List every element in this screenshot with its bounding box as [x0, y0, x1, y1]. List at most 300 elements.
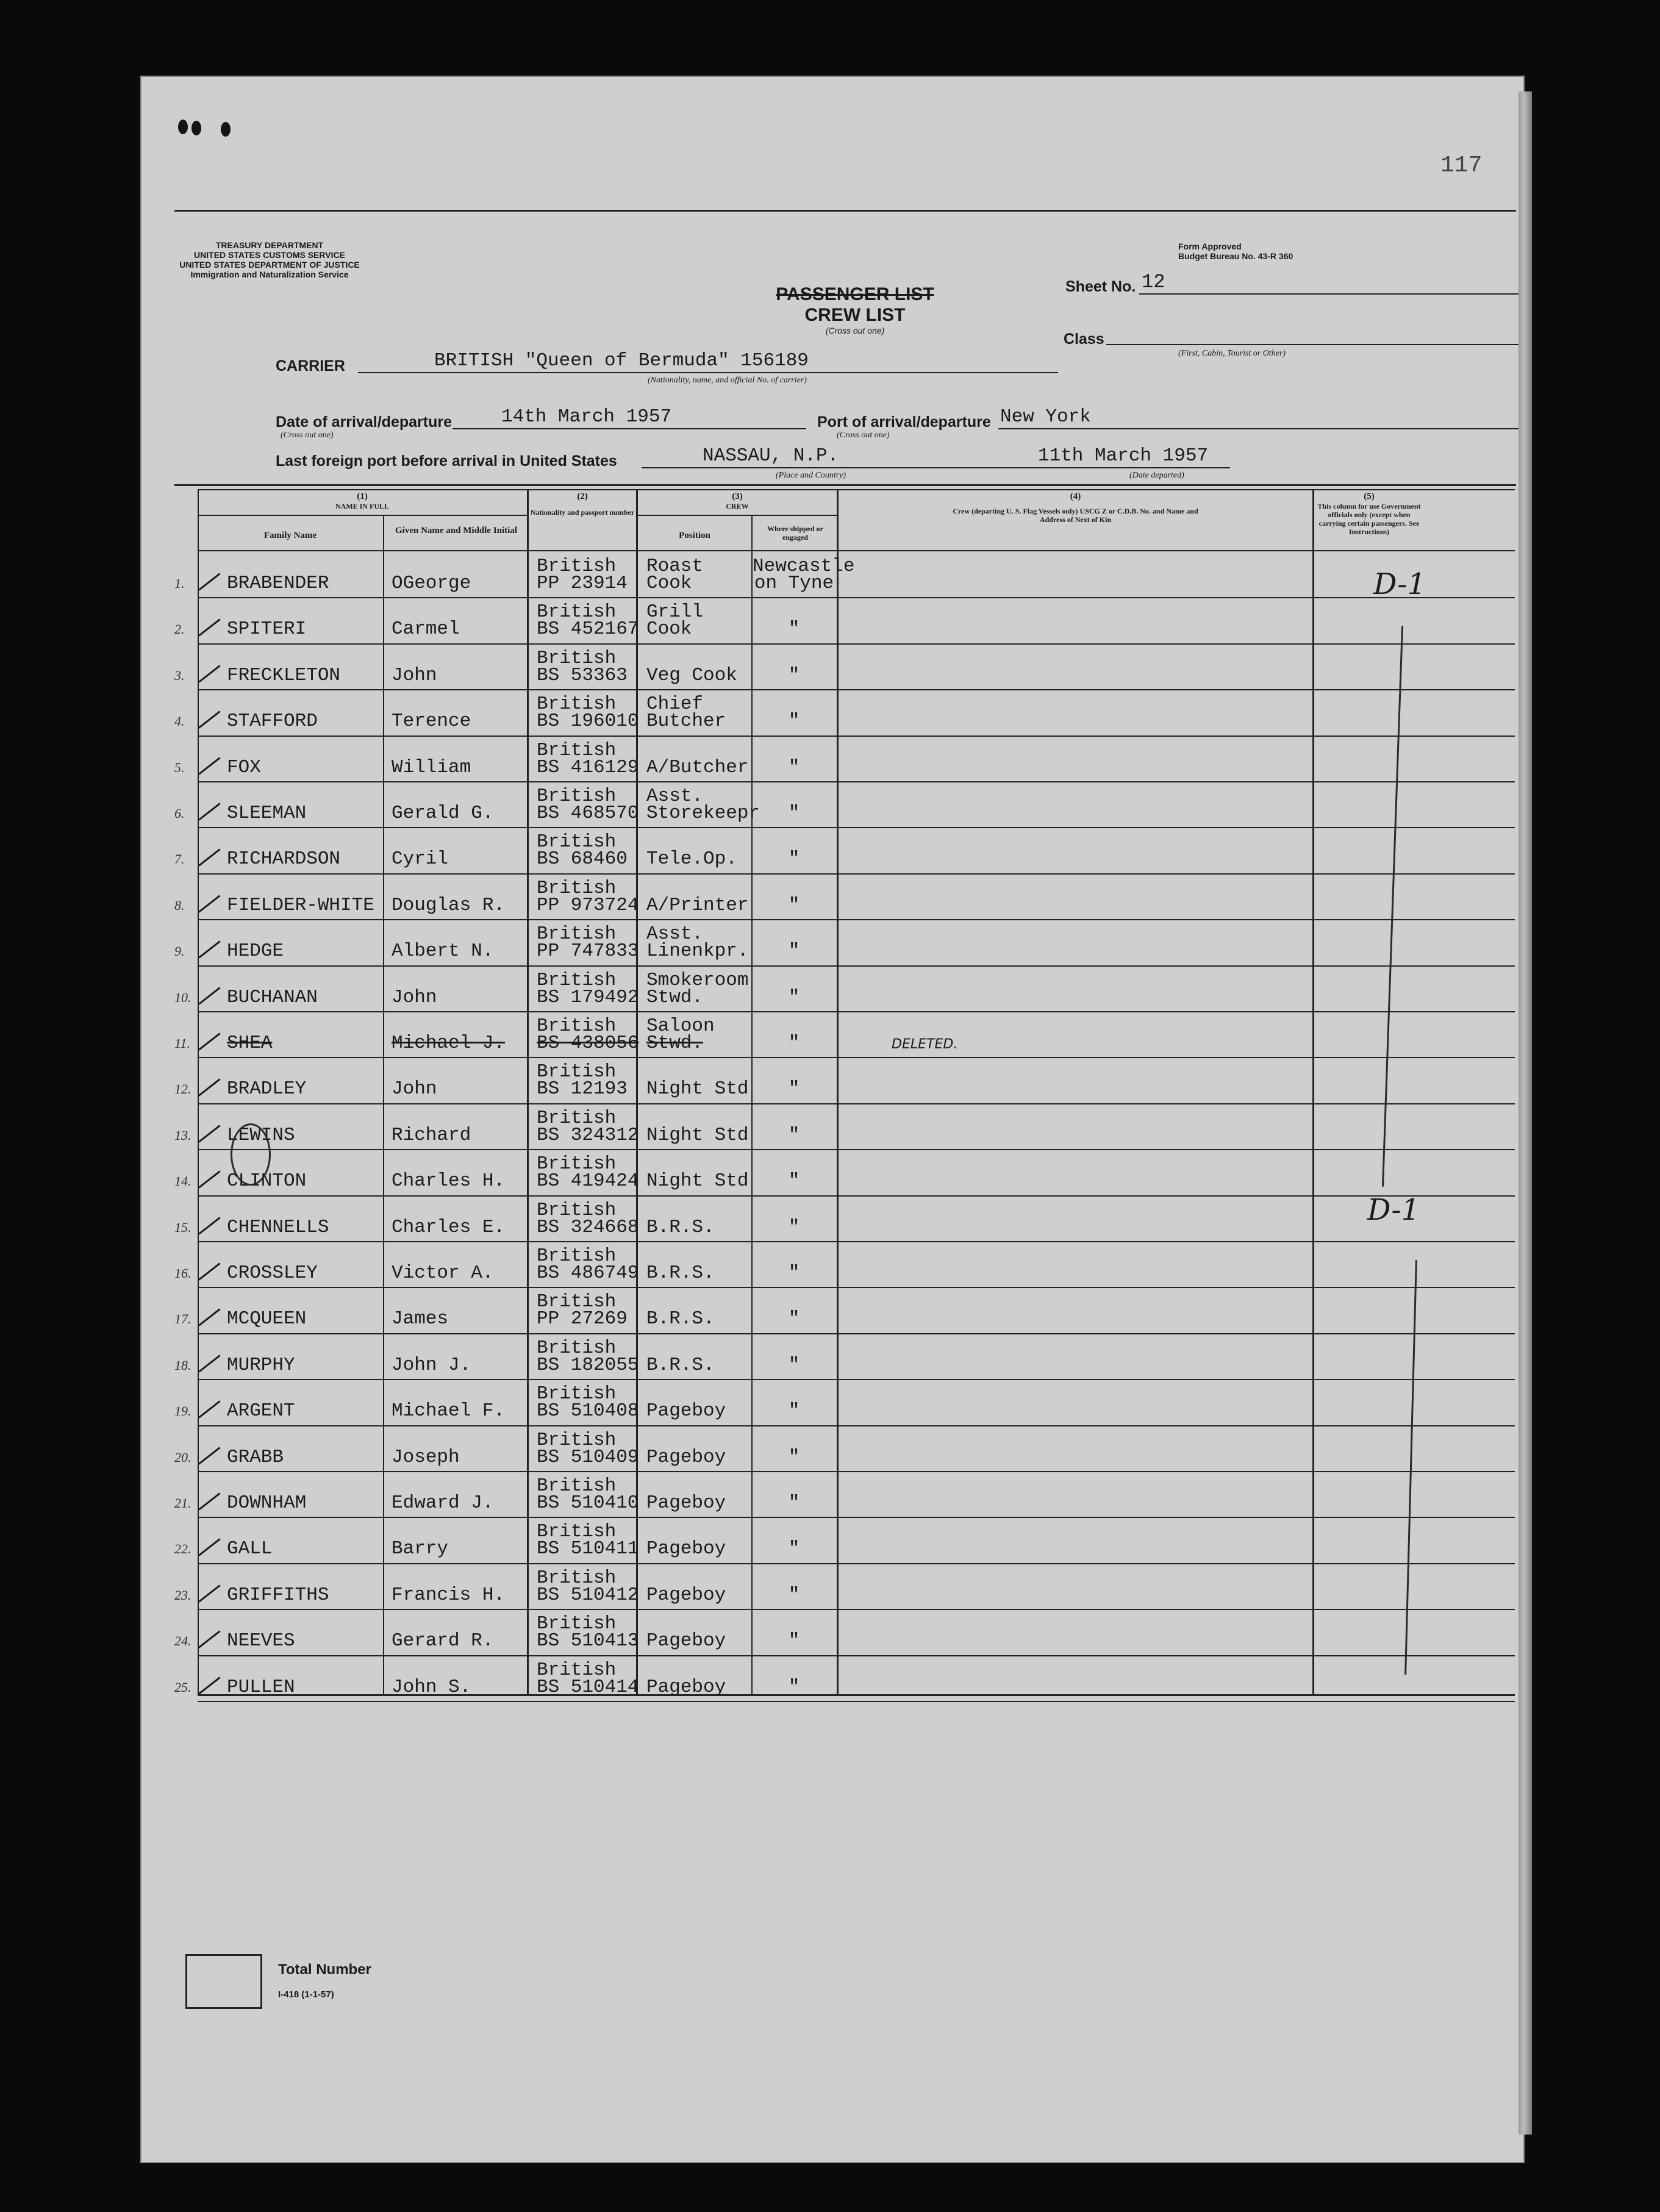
- where-engaged-line2: ": [788, 1078, 800, 1100]
- punch-hole: [191, 121, 201, 135]
- position-line1: Grill: [646, 601, 704, 623]
- col4-num: (4): [1070, 492, 1081, 501]
- col-line: [837, 489, 839, 1694]
- check-mark: [198, 573, 221, 590]
- row-number: 9.: [174, 943, 185, 959]
- header-subline: [636, 515, 837, 516]
- check-mark: [198, 1355, 221, 1372]
- col4-header: [839, 492, 1312, 524]
- row-separator: [198, 1149, 1515, 1150]
- handwritten-bracket-line: [1404, 1260, 1417, 1675]
- where-engaged-line2: ": [788, 803, 800, 824]
- check-mark: [198, 1584, 221, 1602]
- total-number-label: Total Number: [278, 1961, 371, 1978]
- handwritten-circle: [231, 1123, 271, 1186]
- col1-title: NAME IN FULL: [335, 502, 389, 510]
- nationality: British: [537, 1291, 617, 1313]
- check-mark: [198, 803, 221, 820]
- nationality: British: [537, 693, 617, 715]
- check-mark: [198, 1492, 221, 1510]
- given-name: Francis H.: [392, 1584, 506, 1606]
- title-note: (Cross out one): [825, 326, 885, 335]
- agency-line: Immigration and Naturalization Service: [190, 270, 349, 279]
- family-name: SLEEMAN: [227, 803, 307, 824]
- table-top-rule: [174, 484, 1516, 486]
- position-header: Position: [679, 531, 710, 540]
- check-mark: [198, 1630, 221, 1648]
- row-number: 8.: [174, 897, 185, 913]
- form-approved-line: Budget Bureau No. 43-R 360: [1178, 251, 1293, 261]
- given-name: Terence: [392, 710, 471, 732]
- position-line2: Night Std: [646, 1170, 749, 1192]
- port-underline: [998, 428, 1523, 429]
- passport-number: BS 12193: [537, 1078, 628, 1100]
- given-name: Charles H.: [392, 1170, 506, 1192]
- family-name: LEWINS: [227, 1124, 295, 1146]
- where-engaged-line2: ": [788, 1492, 800, 1514]
- col2-num: (2): [577, 492, 588, 501]
- row-number: 1.: [174, 576, 185, 591]
- given-name: Joseph: [392, 1446, 460, 1468]
- last-port-underline: [642, 467, 1056, 468]
- row-separator: [198, 781, 1515, 782]
- passport-number: BS 179492: [537, 986, 639, 1008]
- date-arrival-value: 14th March 1957: [501, 406, 672, 428]
- check-mark: [198, 1262, 221, 1280]
- given-name: John: [392, 664, 437, 686]
- where-engaged-line2: ": [788, 710, 800, 732]
- check-mark: [198, 1400, 221, 1418]
- passport-number: BS 510414: [537, 1676, 639, 1698]
- agency-line: TREASURY DEPARTMENT: [215, 240, 324, 250]
- family-name: GRIFFITHS: [227, 1584, 329, 1606]
- where-engaged-line2: ": [788, 1033, 800, 1054]
- where-engaged-line2: ": [788, 940, 800, 962]
- passport-number: BS 486749: [537, 1262, 639, 1284]
- port-label: Port of arrival/departure: [817, 413, 991, 431]
- where-engaged-line2: ": [788, 1354, 800, 1376]
- row-number: 13.: [174, 1127, 191, 1143]
- where-engaged-line2: ": [788, 986, 800, 1008]
- position-line2: Butcher: [646, 710, 726, 732]
- check-mark: [198, 987, 221, 1004]
- form-approved-line: Form Approved: [1178, 242, 1242, 251]
- page-number: 117: [1440, 152, 1483, 179]
- family-name-header: Family Name: [263, 531, 317, 540]
- passport-number: BS 182055: [537, 1354, 639, 1376]
- passport-number: BS 416129: [537, 756, 639, 778]
- position-line2: A/Printer: [646, 894, 749, 916]
- check-mark: [198, 1309, 221, 1326]
- position-line2: Pageboy: [646, 1538, 726, 1560]
- date-departed-underline: [1029, 467, 1230, 468]
- row-number: 21.: [174, 1495, 191, 1511]
- check-mark: [198, 895, 221, 912]
- where-engaged-line2: ": [788, 756, 800, 778]
- family-name: SHEA: [227, 1033, 273, 1054]
- given-name: William: [392, 756, 471, 778]
- position-line1: Smokeroom: [646, 969, 749, 991]
- position-line2: Cook: [646, 618, 692, 640]
- given-name: Carmel: [392, 618, 460, 640]
- passport-number: BS 510413: [537, 1630, 639, 1652]
- row-number: 23.: [174, 1587, 191, 1603]
- row-separator: [198, 873, 1515, 875]
- nationality: British: [537, 1567, 617, 1589]
- nationality: British: [537, 1429, 617, 1451]
- passport-number: PP 747833: [537, 940, 639, 962]
- where-engaged-line2: ": [788, 1630, 800, 1652]
- row-separator: [198, 1425, 1515, 1426]
- family-name: GALL: [227, 1538, 273, 1560]
- position-line2: Pageboy: [646, 1446, 726, 1468]
- col3-title: CREW: [726, 502, 749, 510]
- row-number: 18.: [174, 1357, 191, 1373]
- family-name: FOX: [227, 756, 261, 778]
- given-name: Michael F.: [392, 1400, 506, 1422]
- position-line2: Cook: [646, 573, 692, 594]
- family-name: RICHARDSON: [227, 848, 341, 870]
- check-mark: [198, 1447, 221, 1464]
- where-engaged-line2: ": [788, 1124, 800, 1146]
- agency-line: UNITED STATES CUSTOMS SERVICE: [194, 250, 345, 260]
- position-line2: Pageboy: [646, 1676, 726, 1698]
- carrier-note: (Nationality, name, and official No. of carrier): [648, 376, 807, 385]
- family-name: CLINTON: [227, 1170, 307, 1192]
- last-port-value: NASSAU, N.P.: [703, 445, 839, 467]
- where-engaged-line2: ": [788, 618, 800, 640]
- check-mark: [198, 757, 221, 775]
- check-mark: [198, 1125, 221, 1142]
- row-number: 11.: [174, 1036, 190, 1051]
- col3-header: [638, 492, 837, 510]
- passport-number: PP 27269: [537, 1308, 628, 1330]
- row-separator: [198, 689, 1515, 690]
- row-separator: [198, 1471, 1515, 1472]
- row-separator: [198, 1333, 1515, 1334]
- carrier-label: CARRIER: [276, 357, 345, 374]
- passport-number: BS 452167: [537, 618, 639, 640]
- passport-number: BS 53363: [537, 664, 628, 686]
- check-mark: [198, 1677, 221, 1694]
- table-top-rule-2: [198, 489, 1515, 490]
- row-number: 2.: [174, 621, 185, 637]
- nationality: British: [537, 556, 617, 577]
- check-mark: [198, 940, 221, 958]
- col1-num: (1): [357, 492, 368, 501]
- row-separator: [198, 736, 1515, 737]
- row-separator: [198, 1011, 1515, 1012]
- where-header: Where shipped or engaged: [767, 524, 823, 542]
- row-separator: [198, 1379, 1515, 1380]
- position-line2: B.R.S.: [646, 1354, 715, 1376]
- col2-title: Nationality and passport number: [530, 508, 635, 517]
- date-departed-note: (Date departed): [1129, 471, 1184, 480]
- deleted-annotation: DELETED.: [892, 1037, 958, 1052]
- col5-num: (5): [1364, 492, 1375, 501]
- row-number: 25.: [174, 1679, 191, 1695]
- date-arrival-label: Date of arrival/departure: [276, 413, 452, 431]
- position-line2: Pageboy: [646, 1492, 726, 1514]
- passport-number: BS 510411: [537, 1538, 639, 1560]
- position-line2: B.R.S.: [646, 1216, 715, 1238]
- given-name: OGeorge: [392, 573, 471, 594]
- row-separator: [198, 1609, 1515, 1610]
- check-mark: [198, 665, 221, 682]
- position-line2: B.R.S.: [646, 1262, 715, 1284]
- handwritten-d1-mid: D-1: [1367, 1193, 1420, 1227]
- check-mark: [198, 619, 221, 637]
- family-name: ARGENT: [227, 1400, 295, 1422]
- carrier-value: BRITISH "Queen of Bermuda" 156189: [434, 350, 809, 371]
- where-engaged-line2: ": [788, 1400, 800, 1422]
- col-line: [198, 489, 199, 1694]
- col4-title: Crew (departing U. S. Flag Vessels only) USCG Z or C.D.B. No. and Name and Address of Next of Kin: [953, 507, 1198, 524]
- row-separator: [198, 919, 1515, 920]
- position-line2: Night Std: [646, 1124, 749, 1146]
- where-engaged-line2: ": [788, 894, 800, 916]
- where-engaged-line2: on Tyne: [754, 573, 834, 594]
- sheet-underline: [1139, 293, 1523, 295]
- family-name: BRADLEY: [227, 1078, 307, 1100]
- where-engaged-line2: ": [788, 1216, 800, 1238]
- where-engaged-line2: ": [788, 1308, 800, 1330]
- given-name: Douglas R.: [392, 894, 506, 916]
- given-name-header: Given Name and Middle Initial: [395, 526, 518, 535]
- punch-hole: [221, 122, 231, 137]
- sheet-number: 12: [1142, 271, 1165, 293]
- position-line2: Pageboy: [646, 1584, 726, 1606]
- col2-header: [529, 492, 636, 517]
- given-name: Albert N.: [392, 940, 494, 962]
- family-name: DOWNHAM: [227, 1492, 307, 1514]
- row-number: 10.: [174, 989, 191, 1005]
- position-line2: B.R.S.: [646, 1308, 715, 1330]
- row-separator: [198, 1517, 1515, 1518]
- nationality: British: [537, 1475, 617, 1497]
- check-mark: [198, 1033, 221, 1050]
- row-separator: [198, 965, 1515, 967]
- nationality: British: [537, 1245, 617, 1267]
- position-line2: Pageboy: [646, 1400, 726, 1422]
- nationality: British: [537, 923, 617, 945]
- nationality: British: [537, 1521, 617, 1543]
- paper-edge: [1519, 91, 1532, 2135]
- nationality: British: [537, 601, 617, 623]
- position-line1: Chief: [646, 693, 704, 715]
- given-name: John S.: [392, 1676, 471, 1698]
- carrier-underline: [358, 372, 1058, 373]
- family-name: BRABENDER: [227, 573, 329, 594]
- family-name: CROSSLEY: [227, 1262, 318, 1284]
- row-number: 4.: [174, 714, 185, 729]
- given-name: John J.: [392, 1354, 471, 1376]
- passport-number: BS 510412: [537, 1584, 639, 1606]
- row-separator: [198, 1655, 1515, 1656]
- position-line1: Asst.: [646, 923, 704, 945]
- agency-block: [178, 240, 361, 279]
- check-mark: [198, 849, 221, 867]
- passport-number: BS 510408: [537, 1400, 639, 1422]
- nationality: British: [537, 1199, 617, 1221]
- position-line2: Veg Cook: [646, 664, 737, 686]
- position-line1: Roast: [646, 556, 704, 577]
- position-line2: Stwd.: [646, 1033, 704, 1054]
- sheet-label: Sheet No.: [1065, 278, 1136, 295]
- position-line2: Stwd.: [646, 986, 704, 1008]
- position-line2: Tele.Op.: [646, 848, 737, 870]
- row-number: 7.: [174, 851, 185, 867]
- row-separator: [198, 643, 1515, 645]
- where-engaged-line2: ": [788, 1446, 800, 1468]
- nationality: British: [537, 739, 617, 761]
- row-separator: [198, 597, 1515, 598]
- given-name: John: [392, 1078, 437, 1100]
- passport-number: BS 510410: [537, 1492, 639, 1514]
- row-separator: [198, 1103, 1515, 1104]
- given-name: John: [392, 986, 437, 1008]
- form-approved: [1178, 242, 1293, 261]
- col-line: [527, 489, 529, 1694]
- document-page: [141, 77, 1523, 2162]
- date-departed-value: 11th March 1957: [1038, 445, 1209, 467]
- given-name: Barry: [392, 1538, 449, 1560]
- passport-number: BS 438056: [537, 1033, 639, 1054]
- date-underline: [453, 428, 806, 429]
- family-name: BUCHANAN: [227, 986, 318, 1008]
- family-name: GRABB: [227, 1446, 284, 1468]
- col3-num: (3): [732, 492, 743, 501]
- row-number: 24.: [174, 1633, 191, 1649]
- passport-number: BS 196010: [537, 710, 639, 732]
- nationality: British: [537, 1337, 617, 1359]
- family-name: FRECKLETON: [227, 664, 341, 686]
- where-engaged-line2: ": [788, 664, 800, 686]
- last-port-label: Last foreign port before arrival in United States: [276, 453, 617, 470]
- header-bottom-rule: [198, 550, 1515, 551]
- passenger-list-title: PASSENGER LIST: [776, 284, 934, 304]
- handwritten-d1-top: D-1: [1373, 567, 1426, 601]
- top-rule: [174, 210, 1516, 212]
- check-mark: [198, 1539, 221, 1556]
- class-note: (First, Cabin, Tourist or Other): [1178, 349, 1286, 358]
- family-name: PULLEN: [227, 1676, 295, 1698]
- agency-line: UNITED STATES DEPARTMENT OF JUSTICE: [179, 260, 360, 270]
- row-separator: [198, 1241, 1515, 1242]
- row-number: 14.: [174, 1173, 191, 1189]
- family-name: STAFFORD: [227, 710, 318, 732]
- given-name: Cyril: [392, 848, 449, 870]
- row-number: 12.: [174, 1081, 191, 1097]
- row-separator: [198, 1701, 1515, 1702]
- position-line2: Linenkpr.: [646, 940, 749, 962]
- check-mark: [198, 1217, 221, 1234]
- row-separator: [198, 1195, 1515, 1197]
- given-name: James: [392, 1308, 449, 1330]
- row-separator: [198, 1057, 1515, 1058]
- nationality: British: [537, 831, 617, 853]
- where-engaged-line2: ": [788, 848, 800, 870]
- position-line2: A/Butcher: [646, 756, 749, 778]
- position-line2: Night Std: [646, 1078, 749, 1100]
- where-engaged-line2: ": [788, 1170, 800, 1192]
- col-line: [1312, 489, 1314, 1694]
- check-mark: [198, 1079, 221, 1097]
- port-value: New York: [1000, 406, 1091, 428]
- col1-header: [198, 492, 527, 510]
- total-number-box: [185, 1954, 262, 2009]
- list-title: [751, 284, 959, 335]
- where-engaged-line2: ": [788, 1676, 800, 1698]
- where-engaged-line2: ": [788, 1584, 800, 1606]
- header-subline: [198, 515, 527, 516]
- row-number: 22.: [174, 1541, 191, 1557]
- where-engaged-line2: ": [788, 1262, 800, 1284]
- row-number: 17.: [174, 1311, 191, 1327]
- row-number: 15.: [174, 1219, 191, 1235]
- family-name: SPITERI: [227, 618, 307, 640]
- date-arrival-note: (Cross out one): [281, 431, 334, 440]
- where-engaged-line2: ": [788, 1538, 800, 1560]
- given-name: Edward J.: [392, 1492, 494, 1514]
- row-number: 16.: [174, 1265, 191, 1281]
- row-separator: [198, 827, 1515, 828]
- nationality: British: [537, 1659, 617, 1681]
- row-number: 3.: [174, 667, 185, 683]
- position-line1: Saloon: [646, 1015, 715, 1037]
- family-name: MCQUEEN: [227, 1308, 307, 1330]
- nationality: British: [537, 877, 617, 899]
- row-number: 5.: [174, 759, 185, 775]
- family-name: FIELDER-WHITE: [227, 894, 374, 916]
- class-underline: [1106, 344, 1523, 345]
- nationality: British: [537, 1015, 617, 1037]
- nationality: British: [537, 1061, 617, 1083]
- position-line2: Pageboy: [646, 1630, 726, 1652]
- family-name: HEDGE: [227, 940, 284, 962]
- row-separator: [198, 1563, 1515, 1564]
- given-name: Victor A.: [392, 1262, 494, 1284]
- nationality: British: [537, 1153, 617, 1175]
- position-line1: Asst.: [646, 786, 704, 807]
- passport-number: BS 324312: [537, 1124, 639, 1146]
- passport-number: BS 324668: [537, 1216, 639, 1238]
- passport-number: BS 68460: [537, 848, 628, 870]
- family-name: CHENNELLS: [227, 1216, 329, 1238]
- passport-number: BS 468570: [537, 803, 639, 824]
- passport-number: PP 23914: [537, 573, 628, 594]
- row-number: 19.: [174, 1403, 191, 1419]
- nationality: British: [537, 647, 617, 669]
- family-name: MURPHY: [227, 1354, 295, 1376]
- port-note: (Cross out one): [837, 431, 890, 440]
- form-number: I-418 (1-1-57): [278, 1989, 334, 2000]
- position-line2: Storekeepr: [646, 803, 760, 824]
- given-name: Gerald G.: [392, 803, 494, 824]
- col5-title: This column for use Government officials only (except when carrying certain passengers. See Instructions): [1317, 502, 1421, 536]
- family-name: NEEVES: [227, 1630, 295, 1652]
- last-port-note: (Place and Country): [776, 471, 846, 480]
- row-number: 20.: [174, 1449, 191, 1465]
- crew-list-title: CREW LIST: [804, 305, 906, 325]
- given-name: Charles E.: [392, 1216, 506, 1238]
- check-mark: [198, 1170, 221, 1188]
- given-name: Gerard R.: [392, 1630, 494, 1652]
- row-separator: [198, 1287, 1515, 1288]
- passport-number: BS 419424: [537, 1170, 639, 1192]
- col5-header: [1314, 492, 1424, 536]
- passport-number: BS 510409: [537, 1446, 639, 1468]
